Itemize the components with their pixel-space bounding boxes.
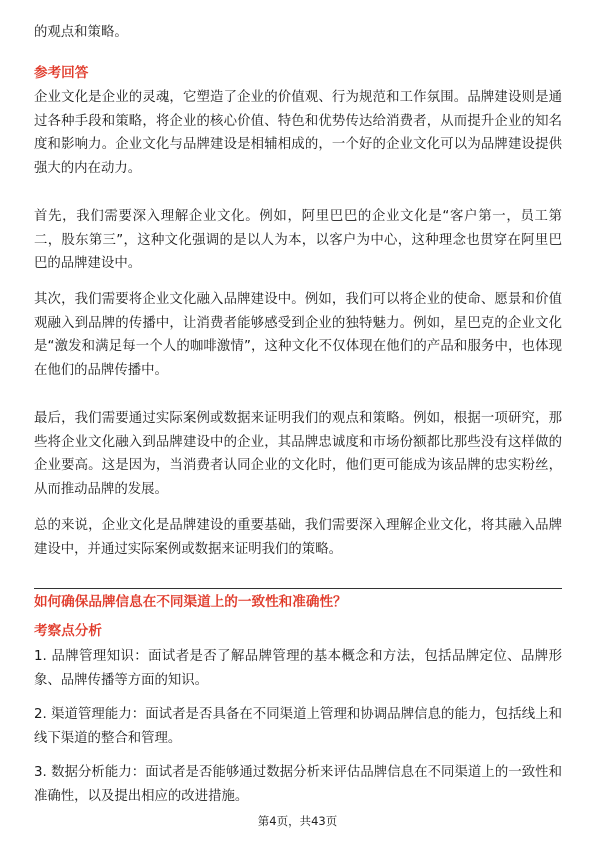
section-divider [34,588,562,589]
analysis-item-3: 3. 数据分析能力：面试者是否能够通过数据分析来评估品牌信息在不同渠道上的一致性和准确性，以及提出相应的改进措施。 [34,765,562,804]
page-number: 第4页，共43页 [257,814,338,828]
analysis-item-1: 1. 品牌管理知识：面试者是否了解品牌管理的基本概念和方法，包括品牌定位、品牌形象、品牌传播等方面的知识。 [34,649,562,688]
answer-paragraph-3: 其次，我们需要将企业文化融入品牌建设中。例如，我们可以将企业的使命、愿景和价值观融入到品牌的传播中，让消费者能够感受到企业的独特魅力。例如，星巴克的企业文化是“激发和满足每一个人的咖啡激情”，这种文化不仅体现在他们的产品和服务中，也体现在他们的品牌传播中。 [34,292,562,378]
answer-paragraph-1: 企业文化是企业的灵魂，它塑造了企业的价值观、行为规范和工作氛围。品牌建设则是通过各种手段和策略，将企业的核心价值、特色和优势传达给消费者，从而提升企业的知名度和影响力。企业文化与品牌建设是相辅相成的，一个好的企业文化可以为品牌建设提供强大的内在动力。 [34,90,562,176]
answer-heading: 参考回答 [34,65,89,81]
answer-paragraph-4: 最后，我们需要通过实际案例或数据来证明我们的观点和策略。例如，根据一项研究，那些将企业文化融入到品牌建设中的企业，其品牌忠诚度和市场份额都比那些没有这样做的企业要高。这是因为，当消费者认同企业的文化时，他们更可能成为该品牌的忠实粉丝，从而推动品牌的发展。 [34,411,562,497]
answer-paragraph-2: 首先，我们需要深入理解企业文化。例如，阿里巴巴的企业文化是“客户第一，员工第二，股东第三”，这种文化强调的是以人为本，以客户为中心，这种理念也贯穿在阿里巴巴的品牌建设中。 [34,209,562,272]
question-heading: 如何确保品牌信息在不同渠道上的一致性和准确性？ [34,594,347,610]
analysis-heading: 考察点分析 [34,623,102,639]
continuation-text: 的观点和策略。 [34,25,128,40]
answer-paragraph-5: 总的来说，企业文化是品牌建设的重要基础，我们需要深入理解企业文化，将其融入品牌建设中，并通过实际案例或数据来证明我们的策略。 [34,518,562,557]
analysis-item-2: 2. 渠道管理能力：面试者是否具备在不同渠道上管理和协调品牌信息的能力，包括线上和线下渠道的整合和管理。 [34,707,562,746]
